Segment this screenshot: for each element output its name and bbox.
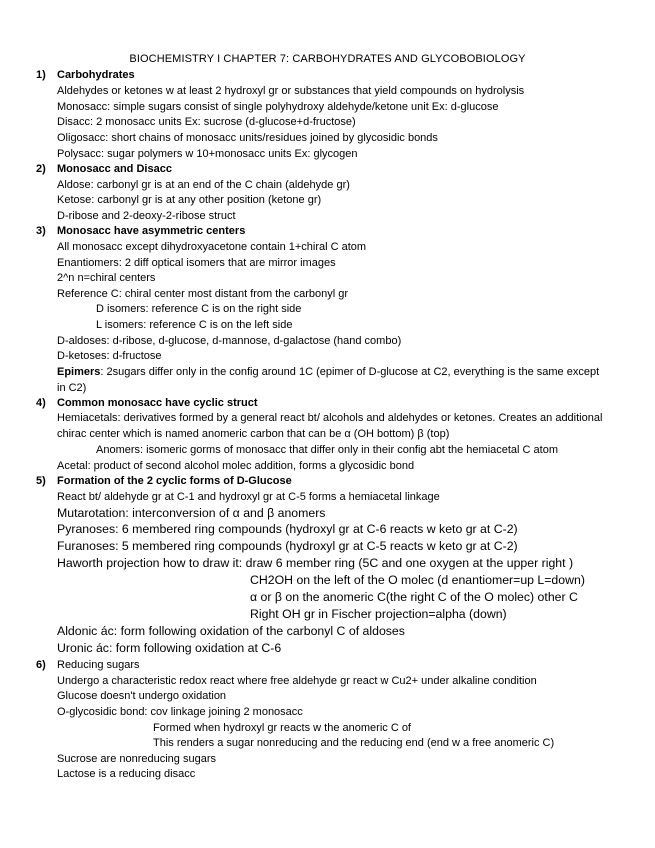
section-5-line: CH2OH on the left of the O molec (d enantiomer=up L=down) — [250, 573, 585, 587]
section-2-line: Ketose: carbonyl gr is at any other position (ketone gr) — [57, 194, 322, 206]
section-6-line: Glucose doesn't undergo oxidation — [57, 690, 227, 702]
section-3-line: 2^n n=chiral centers — [57, 272, 156, 284]
section-6-line: This renders a sugar nonreducing and the reducing end (end w a free anomeric C) — [153, 737, 555, 749]
section-6-line: Undergo a characteristic redox react where free aldehyde gr react w Cu2+ under alkaline condition — [57, 675, 537, 687]
section-3-line: Reference C: chiral center most distant from the carbonyl gr — [57, 288, 349, 300]
section-5-line: Furanoses: 5 membered ring compounds (hydroxyl gr at C-5 reacts w keto gr at C-2) — [57, 539, 518, 553]
section-3-heading: 3) Monosacc have asymmetric centers — [36, 225, 246, 237]
section-1-heading: 1) Carbohydrates — [36, 69, 135, 81]
epimers-paragraph — [57, 365, 605, 396]
section-3-line: L isomers: reference C is on the left side — [96, 319, 293, 331]
section-3-line: D-ketoses: d-fructose — [57, 350, 162, 362]
section-5-line: Haworth projection how to draw it: draw 6 member ring (5C and one oxygen at the upper right ) — [57, 556, 574, 570]
section-5-line: Right OH gr in Fischer projection=alpha (down) — [250, 607, 507, 621]
section-1-line: Disacc: 2 monosacc units Ex: sucrose (d-glucose+d-fructose) — [57, 116, 356, 128]
section-5-line: Aldonic ác: form following oxidation of the carbonyl C of aldoses — [57, 624, 405, 638]
section-4-paragraph: Hemiacetals: derivatives formed by a general react bt/ alcohols and aldehydes or ketones. Creates an additional chirac center which is named anomeric carbon that can be α (OH bottom) β (top) — [57, 412, 603, 440]
epimers-text: : 2sugars differ only in the config around 1C (epimer of D-glucose at C2, everything is the same except in C2) — [57, 366, 600, 394]
section-5-line: α or β on the anomeric C(the right C of the O molec) other C — [250, 590, 578, 604]
section-1-line: Aldehydes or ketones w at least 2 hydroxyl gr or substances that yield compounds on hydrolysis — [57, 85, 525, 97]
section-3-line: D isomers: reference C is on the right side — [96, 303, 302, 315]
section-1-line: Monosacc: simple sugars consist of single polyhydroxy aldehyde/ketone unit Ex: d-glucose — [57, 101, 499, 113]
section-6-line: Sucrose are nonreducing sugars — [57, 753, 216, 765]
section-3-line: All monosacc except dihydroxyacetone contain 1+chiral C atom — [57, 241, 367, 253]
section-5-line: React bt/ aldehyde gr at C-1 and hydroxyl gr at C-5 forms a hemiacetal linkage — [57, 491, 440, 503]
section-2-heading: 2) Monosacc and Disacc — [36, 163, 172, 175]
section-3-line: Enantiomers: 2 diff optical isomers that are mirror images — [57, 257, 336, 269]
section-3-line: D-aldoses: d-ribose, d-glucose, d-mannose, d-galactose (hand combo) — [57, 335, 402, 347]
section-5-line: Uronic ác: form following oxidation at C-6 — [57, 641, 282, 655]
section-6-heading: 6) Reducing sugars — [36, 659, 140, 671]
section-1-line: Oligosacc: short chains of monosacc units/residues joined by glycosidic bonds — [57, 132, 438, 144]
document-title: BIOCHEMISTRY I CHAPTER 7: CARBOHYDRATES AND GLYCOBOBIOLOGY — [129, 53, 526, 65]
section-6-line: O-glycosidic bond: cov linkage joining 2 monosacc — [57, 706, 303, 718]
section-5-line: Pyranoses: 6 membered ring compounds (hydroxyl gr at C-6 reacts w keto gr at C-2) — [57, 522, 518, 536]
section-5-line: Mutarotation: interconversion of α and β anomers — [57, 506, 326, 520]
section-6-line: Lactose is a reducing disacc — [57, 768, 196, 780]
epimers-label: Epimers — [57, 366, 101, 378]
section-2-line: Aldose: carbonyl gr is at an end of the C chain (aldehyde gr) — [57, 179, 350, 191]
section-2-line: D-ribose and 2-deoxy-2-ribose struct — [57, 210, 236, 222]
section-4-heading: 4) Common monosacc have cyclic struct — [36, 397, 258, 409]
section-5-heading: 5) Formation of the 2 cyclic forms of D-Glucose — [36, 475, 292, 487]
section-4-line: Acetal: product of second alcohol molec addition, forms a glycosidic bond — [57, 460, 415, 472]
section-4-line: Anomers: isomeric gorms of monosacc that differ only in their config abt the hemiacetal C atom — [96, 444, 559, 456]
section-6-line: Formed when hydroxyl gr reacts w the anomeric C of — [153, 722, 411, 734]
section-1-line: Polysacc: sugar polymers w 10+monosacc units Ex: glycogen — [57, 148, 358, 160]
